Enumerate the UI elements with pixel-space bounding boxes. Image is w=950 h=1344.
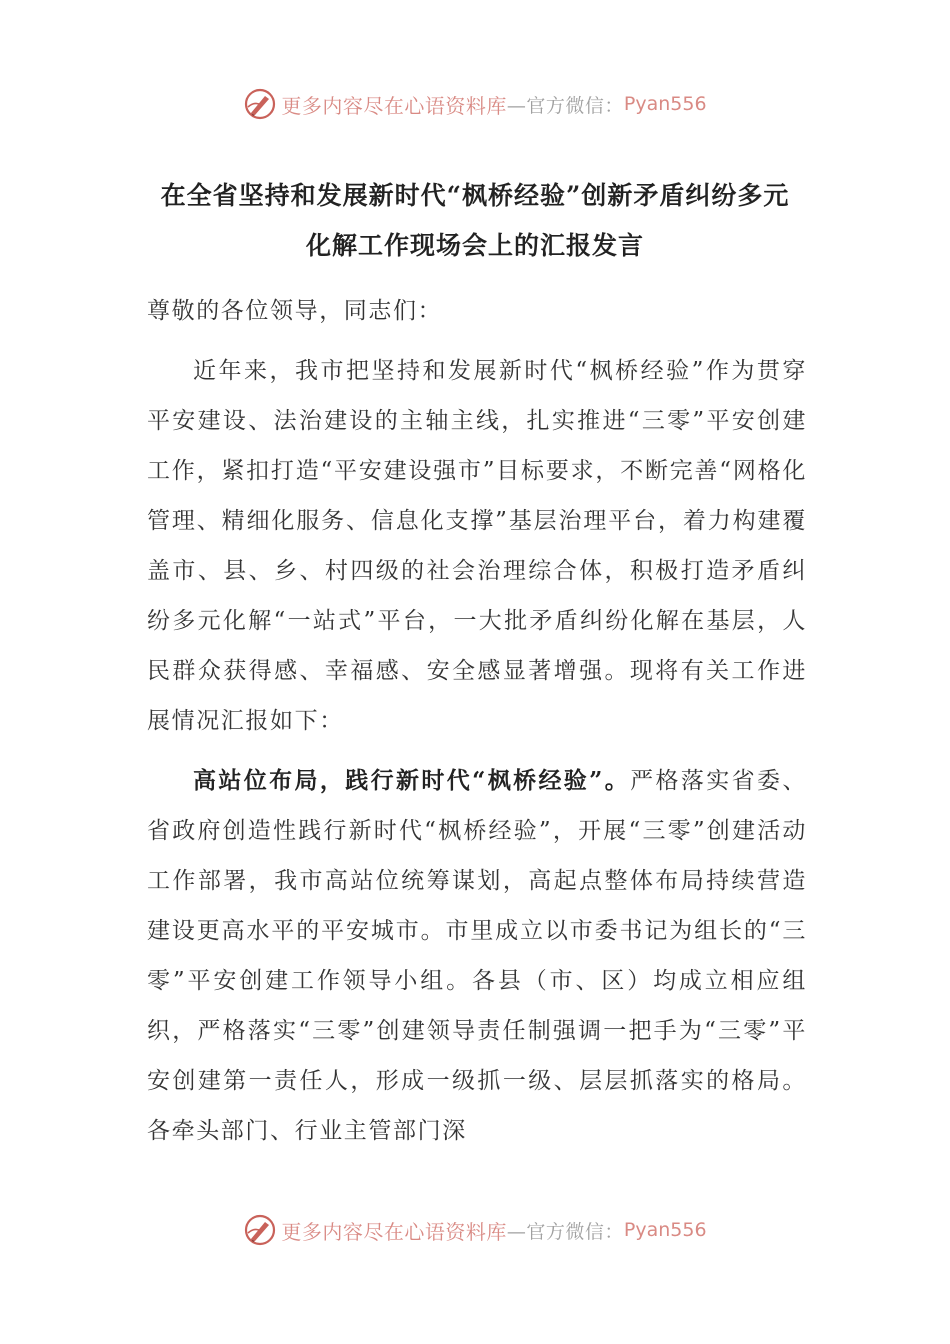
paragraph-intro: 近年来，我市把坚持和发展新时代“枫桥经验”作为贯穿平安建设、法治建设的主轴主线，扎实推进“三零”平安创建工作，紧扣打造“平安建设强市”目标要求，不断完善“网格化管理、精细化服务、信息化支撑”基层治理平台，着力构建覆盖市、县、乡、村四级的社会治理综合体，积极打造矛盾纠纷多元化解“一站式”平台，一大批矛盾纠纷化解在基层，人民群众获得感、幸福感、安全感显著增强。现将有关工作进展情况汇报如下： — [147, 358, 807, 734]
watermark-text: 更多内容尽在心语资料库 — [281, 1219, 507, 1244]
header-watermark — [0, 84, 950, 124]
watermark-wechat-label: —官方微信： — [506, 1220, 624, 1243]
watermark-wechat-label: —官方微信： — [506, 94, 624, 117]
pen-logo-icon — [243, 87, 277, 121]
section-heading: 高站位布局，践行新时代“枫桥经验”。 — [193, 767, 631, 794]
watermark-wechat-id: Pyan556 — [623, 1219, 707, 1241]
watermark-wechat-id: Pyan556 — [623, 93, 707, 115]
salutation: 尊敬的各位领导，同志们： — [147, 298, 443, 324]
document-title-line-1: 在全省坚持和发展新时代“枫桥经验”创新矛盾纠纷多元 — [160, 181, 790, 210]
document-body — [147, 286, 807, 1156]
pen-logo-icon — [243, 1213, 277, 1247]
section-body: 严格落实省委、省政府创造性践行新时代“枫桥经验”，开展“三零”创建活动工作部署，我市高站位统筹谋划，高起点整体布局持续营造建设更高水平的平安城市。市里成立以市委书记为组长的“三零”平安创建工作领导小组。各县（市、区）均成立相应组织，严格落实“三零”创建领导责任制强调一把手为“三零”平安创建第一责任人，形成一级抓一级、层层抓落实的格局。各牵头部门、行业主管部门深 — [147, 768, 808, 1144]
watermark-text: 更多内容尽在心语资料库 — [281, 93, 507, 118]
footer-watermark — [0, 1210, 950, 1250]
document-title-line-2: 化解工作现场会上的汇报发言 — [305, 231, 644, 260]
paragraph-section-1 — [147, 756, 807, 1156]
